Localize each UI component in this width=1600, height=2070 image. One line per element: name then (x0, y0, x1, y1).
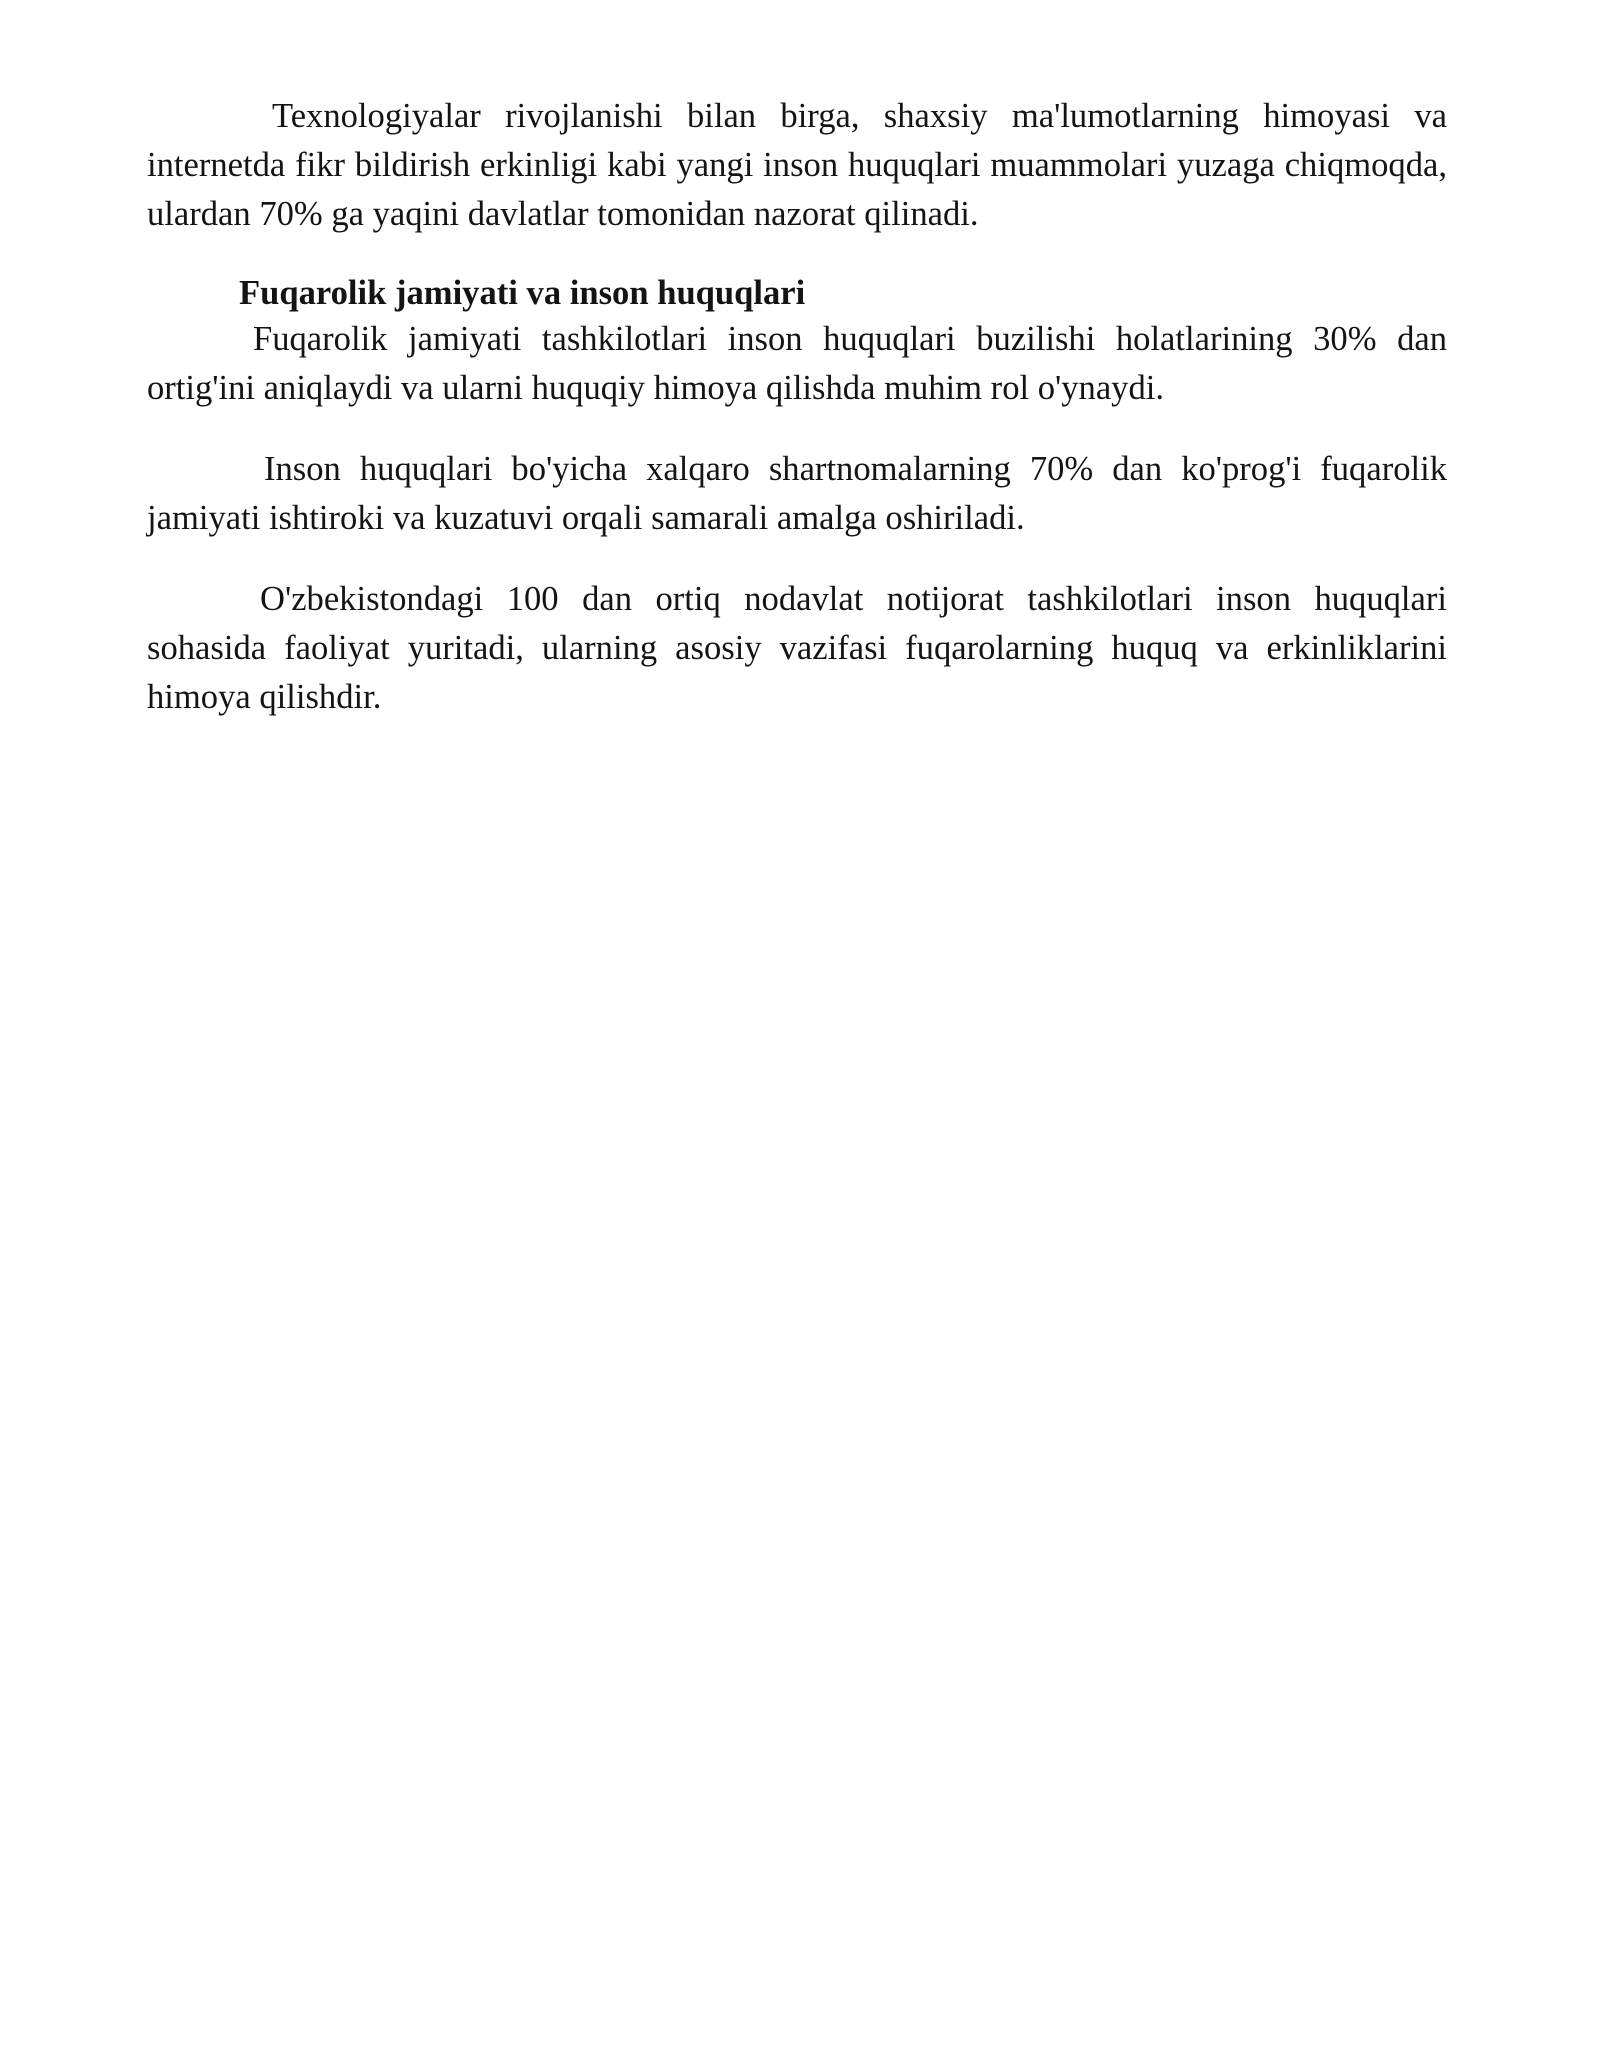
section-heading: Fuqarolik jamiyati va inson huquqlari (239, 274, 806, 312)
paragraph-ngos: O'zbekistondagi 100 dan ortiq nodavlat notijorat tashkilotlari inson huquqlari sohasida faoliyat yuritadi, ularning asosiy vazifasi fuqarolarning huquq va erkinliklarini himoya qilishdir. (147, 580, 1447, 716)
paragraph-technology: Texnologiyalar rivojlanishi bilan birga, shaxsiy ma'lumotlarning himoyasi va internetda fikr bildirish erkinligi kabi yangi inson huquqlari muammolari yuzaga chiqmoqda, ulardan 70% ga yaqini davlatlar tomonidan nazorat qilinadi. (147, 97, 1447, 233)
paragraph-treaties: Inson huquqlari bo'yicha xalqaro shartnomalarning 70% dan ko'prog'i fuqarolik jamiyati ishtiroki va kuzatuvi orqali samarali amalga oshiriladi. (147, 450, 1447, 537)
paragraph-civil-society: Fuqarolik jamiyati tashkilotlari inson huquqlari buzilishi holatlarining 30% dan ortig'ini aniqlaydi va ularni huquqiy himoya qilishda muhim rol o'ynaydi. (147, 320, 1447, 407)
document-body (147, 92, 1447, 722)
